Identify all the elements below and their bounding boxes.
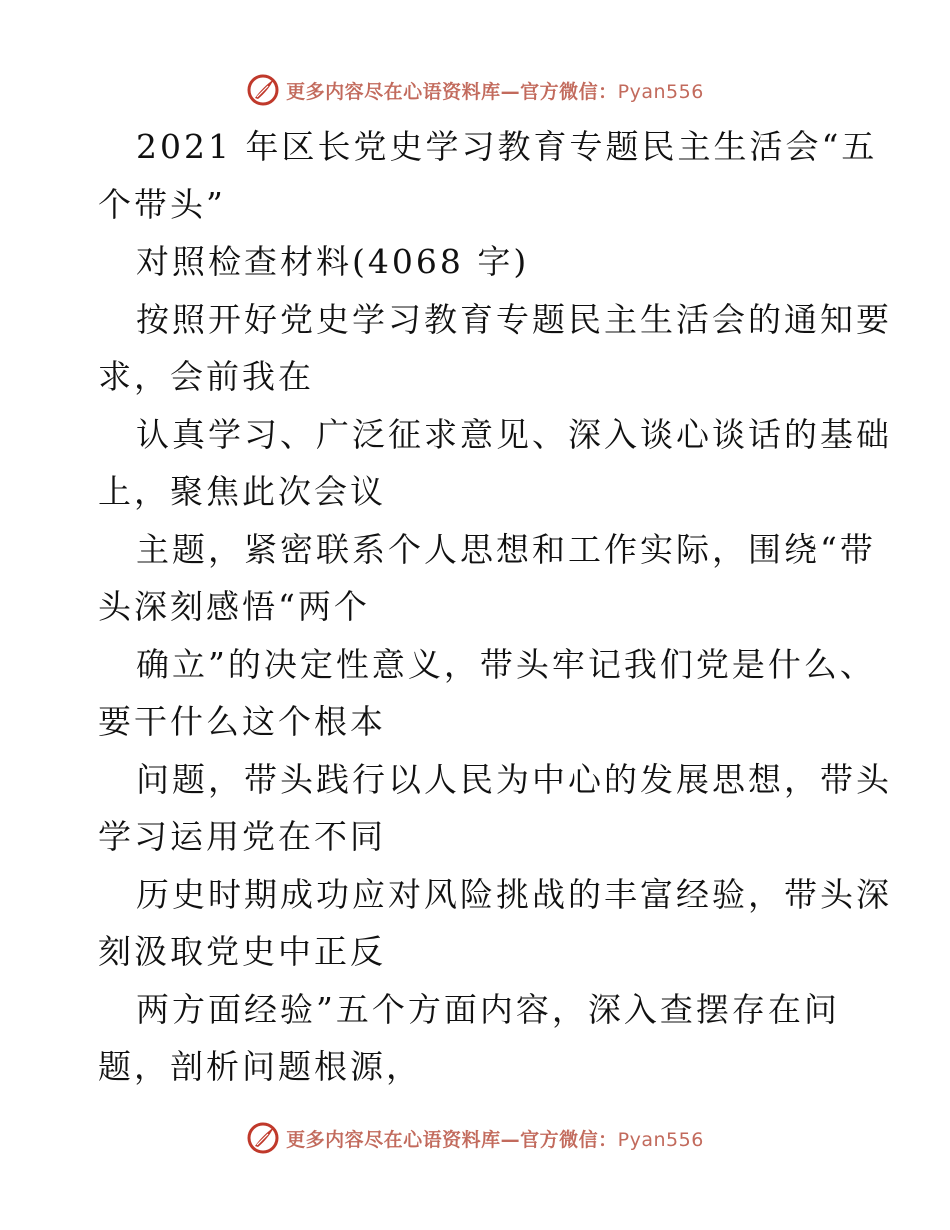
text-line: 主题，紧密联系个人思想和工作实际，围绕“带 <box>136 529 876 569</box>
text-line: 两方面经验”五个方面内容，深入查摆存在问 <box>136 989 840 1029</box>
watermark-text: 更多内容尽在心语资料库—官方微信：Pyan556 <box>286 1128 704 1151</box>
text-line: 上，聚焦此次会议 <box>98 472 386 511</box>
text-line: 2021 年区长党史学习教育专题民主生活会“五 <box>136 127 878 166</box>
document-body <box>98 118 892 1096</box>
watermark-header <box>0 70 950 110</box>
feather-logo-icon <box>246 73 280 107</box>
text-line: 历史时期成功应对风险挑战的丰富经验，带头深 <box>136 874 892 914</box>
text-line: 确立”的决定性意义，带头牢记我们党是什么、 <box>136 644 876 684</box>
watermark-footer <box>0 1118 950 1158</box>
text-line: 对照检查材料(4068 字) <box>136 242 530 281</box>
watermark-text: 更多内容尽在心语资料库—官方微信：Pyan556 <box>286 80 704 103</box>
text-line: 头深刻感悟“两个 <box>98 587 370 626</box>
text-line: 刻汲取党史中正反 <box>98 932 386 971</box>
text-line: 按照开好党史学习教育专题民主生活会的通知要 <box>136 299 892 339</box>
text-line: 认真学习、广泛征求意见、深入谈心谈话的基础 <box>136 414 892 454</box>
text-line: 题，剖析问题根源， <box>98 1047 422 1086</box>
text-line: 个带头” <box>98 184 226 224</box>
text-line: 问题，带头践行以人民为中心的发展思想，带头 <box>136 759 892 799</box>
text-line: 学习运用党在不同 <box>98 817 386 856</box>
text-line: 要干什么这个根本 <box>98 702 386 741</box>
text-line: 求，会前我在 <box>98 357 314 396</box>
feather-logo-icon <box>246 1121 280 1155</box>
